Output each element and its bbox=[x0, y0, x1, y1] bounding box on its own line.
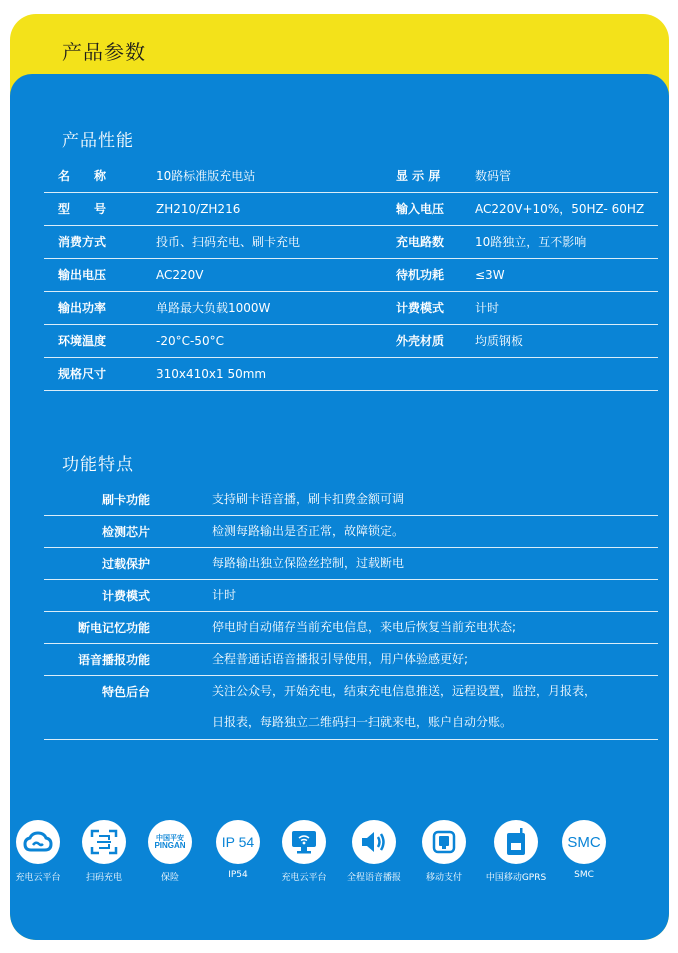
product-parameters-card bbox=[10, 14, 669, 940]
icon-label: 扫码充电 bbox=[85, 873, 122, 883]
icon-label: 中国移动GPRS bbox=[485, 873, 547, 883]
feature-row bbox=[44, 516, 658, 548]
icon-item bbox=[482, 820, 550, 883]
feature-key: 检测芯片 bbox=[101, 525, 150, 539]
spec-value: 10路标准版充电站 bbox=[156, 169, 256, 183]
spec-key: 输出电压 bbox=[58, 268, 107, 282]
monitor-icon bbox=[282, 820, 326, 864]
feature-row bbox=[44, 612, 658, 644]
ip54-icon bbox=[216, 820, 260, 864]
feature-row bbox=[44, 580, 658, 612]
spec-value: ZH210/ZH216 bbox=[156, 202, 241, 216]
scan-icon bbox=[82, 820, 126, 864]
spec-key: 显 示 屏 bbox=[396, 169, 441, 183]
spec-value: 10路独立，互不影响 bbox=[475, 235, 587, 249]
icon-label: 充电云平台 bbox=[15, 873, 61, 883]
feature-row bbox=[44, 484, 658, 516]
icon-item bbox=[270, 820, 338, 883]
feature-row bbox=[44, 644, 658, 676]
spec-row bbox=[44, 160, 658, 193]
feature-key: 语音播报功能 bbox=[77, 653, 150, 667]
logo-text: 中国平安 bbox=[156, 834, 184, 842]
ip54-badge: IP 54 bbox=[221, 834, 255, 850]
feature-key: 计费模式 bbox=[101, 589, 150, 603]
icon-item bbox=[550, 820, 618, 880]
icon-item bbox=[136, 820, 204, 883]
spec-row bbox=[44, 226, 658, 259]
smc-icon bbox=[562, 820, 606, 864]
spec-value: ≤3W bbox=[475, 268, 505, 282]
spec-value: AC220V bbox=[156, 268, 204, 282]
spec-row bbox=[44, 292, 658, 325]
feature-value: 停电时自动储存当前充电信息，来电后恢复当前充电状态; bbox=[212, 620, 517, 634]
logo-text: PINGAN bbox=[154, 840, 186, 850]
spec-key: 名 称 bbox=[58, 169, 107, 183]
icon-item bbox=[410, 820, 478, 883]
icon-label: 全程语音播报 bbox=[346, 873, 401, 883]
icon-label: 移动支付 bbox=[425, 873, 462, 883]
feature-key: 过载保护 bbox=[101, 557, 150, 571]
content-panel bbox=[10, 74, 669, 940]
insurance-icon bbox=[148, 820, 192, 864]
spec-value: 数码管 bbox=[475, 169, 512, 183]
icon-label: 保险 bbox=[160, 873, 179, 883]
icon-item bbox=[70, 820, 138, 883]
spec-value: AC220V+10%，50HZ- 60HZ bbox=[475, 202, 645, 216]
icon-label: 充电云平台 bbox=[281, 873, 327, 883]
feature-value: 每路输出独立保险丝控制，过载断电 bbox=[212, 556, 405, 570]
feature-value: 全程普通话语音播报引导使用，用户体验感更好; bbox=[212, 652, 469, 666]
gprs-icon bbox=[494, 820, 538, 864]
spec-row bbox=[44, 193, 658, 226]
cloud-icon bbox=[16, 820, 60, 864]
spec-section-title: 产品性能 bbox=[62, 131, 134, 151]
spec-value: 单路最大负载1000W bbox=[156, 301, 271, 315]
spec-value: 计时 bbox=[475, 301, 500, 315]
smc-badge: SMC bbox=[567, 833, 601, 851]
feature-key: 刷卡功能 bbox=[101, 493, 150, 507]
spec-key: 输入电压 bbox=[396, 202, 445, 216]
spec-value: -20°C-50°C bbox=[156, 334, 224, 348]
spec-key: 型 号 bbox=[58, 202, 107, 216]
mobile-pay-icon bbox=[422, 820, 466, 864]
feature-key: 特色后台 bbox=[101, 685, 150, 699]
page-title: 产品参数 bbox=[62, 40, 146, 64]
spec-value: 均质钢板 bbox=[475, 334, 524, 348]
spec-row bbox=[44, 325, 658, 358]
feature-row bbox=[44, 676, 658, 740]
spec-key: 充电路数 bbox=[396, 235, 445, 249]
feature-value: 关注公众号，开始充电，结束充电信息推送，远程设置，监控，月报表， bbox=[212, 684, 597, 698]
spec-key: 规格尺寸 bbox=[58, 367, 107, 381]
icon-item bbox=[340, 820, 408, 883]
spec-key: 待机功耗 bbox=[396, 268, 445, 282]
feature-value: 检测每路输出是否正常，故障锁定。 bbox=[212, 524, 405, 538]
icon-label: SMC bbox=[574, 870, 594, 880]
icon-item bbox=[204, 820, 272, 880]
features-section-title: 功能特点 bbox=[62, 455, 134, 475]
icon-label: IP54 bbox=[228, 870, 248, 880]
spec-row bbox=[44, 259, 658, 292]
feature-row bbox=[44, 548, 658, 580]
spec-row bbox=[44, 358, 658, 391]
spec-value: 投币、扫码充电、刷卡充电 bbox=[156, 235, 301, 249]
speaker-icon bbox=[352, 820, 396, 864]
spec-key: 消费方式 bbox=[58, 235, 107, 249]
feature-value: 日报表，每路独立二维码扫一扫就来电，账户自动分账。 bbox=[212, 715, 513, 729]
spec-key: 计费模式 bbox=[396, 301, 445, 315]
spec-key: 输出功率 bbox=[58, 301, 107, 315]
spec-key: 外壳材质 bbox=[396, 334, 445, 348]
spec-value: 310x410x1 50mm bbox=[156, 367, 267, 381]
feature-value: 支持刷卡语音播，刷卡扣费金额可调 bbox=[212, 492, 405, 506]
icon-item bbox=[10, 820, 72, 883]
feature-key: 断电记忆功能 bbox=[77, 621, 150, 635]
feature-value: 计时 bbox=[212, 588, 237, 602]
spec-key: 环境温度 bbox=[58, 334, 107, 348]
